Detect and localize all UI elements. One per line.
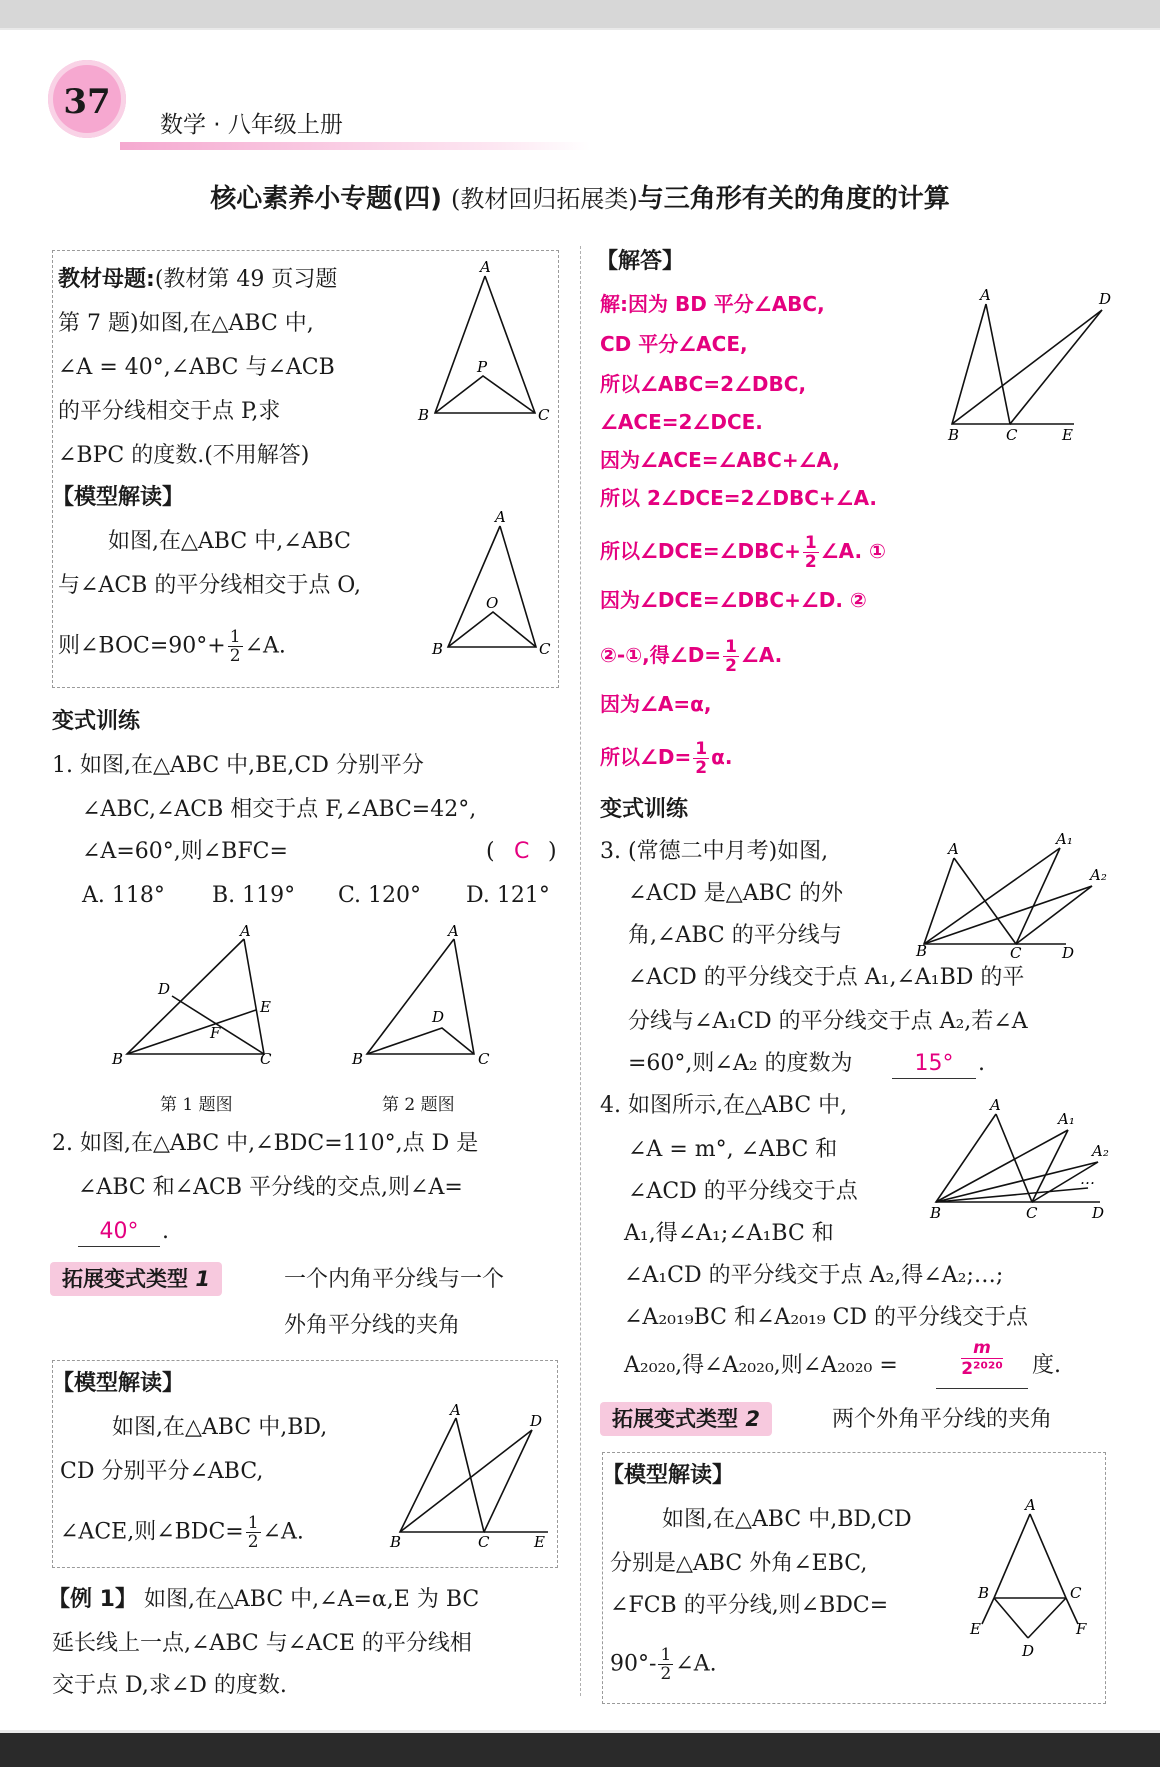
figure-point-label: A [240, 922, 251, 940]
figure-segment [435, 376, 535, 413]
q1-option-b: B. 119° [212, 883, 296, 908]
textbook-line-1: 教材母题:(教材第 49 页习题 [58, 267, 338, 292]
figure-point-label: A [448, 922, 459, 940]
figure-segment [1016, 848, 1060, 944]
title-sub: (教材回归拓展类) [451, 185, 638, 213]
figure-point-label: B [948, 426, 960, 444]
drill2-heading: 变式训练 [600, 797, 689, 822]
figure-point-label: B [432, 640, 444, 658]
figure-segment [952, 310, 1102, 424]
figure-segment [936, 1162, 1098, 1202]
q3-line-1: 3. (常德二中月考)如图, [600, 839, 829, 864]
q4-end: 度. [1032, 1353, 1061, 1378]
q4-line-3: ∠ACD 的平分线交于点 [628, 1179, 858, 1204]
subject-label: 数学 · 八年级上册 [160, 112, 343, 138]
page-number: 37 [63, 82, 111, 122]
figure-p-triangle [410, 258, 560, 428]
solution-line-5: 因为∠ACE=∠ABC+∠A, [600, 448, 840, 472]
figure-segment [994, 1598, 1028, 1638]
figure-segment [367, 939, 474, 1054]
q1-option-c: C. 120° [338, 883, 422, 908]
figure-point-label: E [534, 1533, 545, 1551]
textbook-line-4: 的平分线相交于点 P,求 [58, 399, 281, 424]
model1-heading: 【模型解读】 [52, 485, 185, 510]
solution-line-6: 所以 2∠DCE=2∠DBC+∠A. [600, 486, 878, 510]
fig-label-C: C [538, 406, 550, 424]
figure-point-label: E [1062, 426, 1073, 444]
title-main: 核心素养小专题(四) [210, 184, 442, 214]
figure-point-label: C [260, 1050, 272, 1068]
fraction-one-half: $\frac{1}{2}$ [229, 627, 241, 666]
figure-point-label: D [530, 1412, 543, 1430]
figure-point-label: C [1006, 426, 1018, 444]
solution-line-11: 所以∠D= $\frac{1}{2}$ α. [600, 739, 733, 778]
solution-line-1: 解:因为 BD 平分∠ABC, [600, 292, 825, 316]
q2-end: . [162, 1219, 169, 1244]
figure-segment [127, 939, 264, 1054]
figure-point-label: A [495, 508, 506, 526]
figure-point-label: B [112, 1050, 124, 1068]
figure-point-label: D [1062, 944, 1075, 962]
example1-line-3: 交于点 D,求∠D 的度数. [52, 1673, 287, 1698]
q2-line-1: 2. 如图,在△ABC 中,∠BDC=110°,点 D 是 [52, 1131, 479, 1156]
figure-point-label: C [478, 1050, 490, 1068]
solution-line-3: 所以∠ABC=2∠DBC, [600, 372, 807, 396]
type2-model-line-1: 如图,在△ABC 中,BD,CD [662, 1507, 912, 1532]
bottom-edge [0, 1733, 1160, 1767]
figure-segment [952, 304, 1010, 424]
q1-option-a: A. 118° [82, 883, 165, 908]
figure-point-label: B [978, 1584, 990, 1602]
figure-o-triangle [428, 508, 558, 662]
figure-segment [448, 526, 536, 647]
figure-segment [1016, 886, 1092, 944]
q3-answer: 15° [892, 1050, 976, 1079]
figure-point-label: C [478, 1533, 490, 1551]
q3-line-5: 分线与∠A₁CD 的平分线交于点 A₂,若∠A [628, 1009, 1028, 1034]
figure-segment [994, 1514, 1030, 1598]
fig-label-P: P [477, 358, 488, 376]
model1-line-1: 如图,在△ABC 中,∠ABC [108, 529, 351, 554]
q2-answer: 40° [78, 1218, 160, 1247]
solution-heading: 【解答】 [596, 249, 685, 274]
drill1-heading: 变式训练 [52, 709, 141, 734]
q1-option-d: D. 121° [466, 883, 550, 908]
top-edge [0, 0, 1160, 28]
figure-point-label: C [1070, 1584, 1082, 1602]
type1-title-1: 一个内角平分线与一个 [284, 1267, 505, 1292]
q4-line-6: ∠A₂₀₁₉BC 和∠A₂₀₁₉ CD 的平分线交于点 [624, 1305, 1029, 1330]
page-title [0, 178, 1160, 215]
q1-answer: C [514, 839, 530, 864]
type1-tag: 拓展变式类型 1 [50, 1262, 222, 1296]
figure-point-label: C [1026, 1204, 1038, 1222]
q1-line-1: 1. 如图,在△ABC 中,BE,CD 分别平分 [52, 753, 424, 778]
title-tail: 与三角形有关的角度的计算 [637, 184, 950, 214]
figure-point-label: A₁ [1058, 1110, 1075, 1128]
solution-line-10: 因为∠A=α, [600, 692, 712, 716]
q3-line-6: =60°,则∠A₂ 的度数为 [628, 1051, 853, 1076]
figure-point-label: A [980, 286, 991, 304]
figure-point-label: A₂ [1090, 866, 1107, 884]
q3-line-2: ∠ACD 是△ABC 的外 [628, 881, 843, 906]
figure-point-label: D [1022, 1642, 1035, 1660]
figure-point-label: A₂ [1092, 1142, 1109, 1160]
q4-line-1: 4. 如图所示,在△ABC 中, [600, 1093, 848, 1118]
figure-segment [924, 886, 1092, 944]
fig1-caption: 第 1 题图 [160, 1095, 233, 1115]
textbook-line-5: ∠BPC 的度数.(不用解答) [58, 443, 310, 468]
textbook-line-3: ∠A = 40°,∠ABC 与∠ACB [58, 355, 335, 380]
q1-paren-close: ) [548, 839, 557, 864]
figure-point-label: B [916, 942, 928, 960]
figure-point-label: D [158, 980, 171, 998]
type1-title-2: 外角平分线的夹角 [284, 1313, 461, 1338]
figure-q2 [352, 922, 502, 1068]
q1-line-2: ∠ABC,∠ACB 相交于点 F,∠ABC=42°, [82, 797, 477, 822]
figure-type2 [970, 1498, 1100, 1668]
figure-segment [1028, 1598, 1066, 1638]
figure-point-label: E [970, 1620, 981, 1638]
figure-q1 [112, 922, 282, 1068]
type2-model-line-3: ∠FCB 的平分线,则∠BDC= [610, 1593, 889, 1618]
q4-answer [936, 1338, 1028, 1389]
q2-line-2: ∠ABC 和∠ACB 平分线的交点,则∠A= [78, 1175, 463, 1200]
figure-solution [944, 286, 1114, 446]
q4-line-2: ∠A = m°, ∠ABC 和 [628, 1137, 838, 1162]
q3-line-3: 角,∠ABC 的平分线与 [628, 923, 842, 948]
q4-line-5: ∠A₁CD 的平分线交于点 A₂,得∠A₂;…; [624, 1263, 1004, 1288]
column-divider [580, 246, 581, 1696]
figure-q4 [928, 1096, 1118, 1230]
figure-segment [435, 276, 535, 413]
model1-line-2: 与∠ACB 的平分线相交于点 O, [58, 573, 362, 598]
type1-model-line-1: 如图,在△ABC 中,BD, [112, 1415, 328, 1440]
figure-segment [924, 848, 1060, 944]
figure-point-label: B [352, 1050, 364, 1068]
type2-title: 两个外角平分线的夹角 [832, 1407, 1053, 1432]
figure-segment [484, 1430, 532, 1532]
fig-label-B: B [418, 406, 430, 424]
solution-line-4: ∠ACE=2∠DCE. [600, 410, 763, 434]
q1-line-3: ∠A=60°,则∠BFC= [82, 839, 288, 864]
figure-point-label: A [450, 1401, 461, 1419]
figure-point-label: D [1099, 290, 1112, 308]
q3-end: . [978, 1051, 985, 1076]
type1-model-line-3: ∠ACE,则∠BDC= $\frac{1}{2}$ ∠A. [60, 1513, 304, 1552]
figure-point-label: A [990, 1096, 1001, 1114]
q1-paren-open: ( [486, 839, 495, 864]
header-rule [120, 142, 590, 150]
figure-segment [127, 1010, 256, 1054]
figure-point-label: A [948, 840, 959, 858]
figure-point-label: A [1025, 1496, 1036, 1514]
solution-line-2: CD 平分∠ACE, [600, 332, 748, 356]
figure-segment [1030, 1514, 1066, 1598]
figure-point-label: B [390, 1533, 402, 1551]
example1-line-1: 【例 1】 如图,在△ABC 中,∠A=α,E 为 BC [48, 1587, 480, 1612]
solution-line-9: ②-①,得∠D= $\frac{1}{2}$ ∠A. [600, 637, 783, 676]
figure-point-label: D [432, 1008, 445, 1026]
figure-point-label: A₁ [1056, 830, 1073, 848]
figure-q3 [916, 830, 1116, 962]
fig-label-A: A [480, 258, 491, 276]
fig2-caption: 第 2 题图 [382, 1095, 455, 1115]
figure-point-label: C [1010, 944, 1022, 962]
figure-segment [1010, 310, 1102, 424]
type2-model-heading: 【模型解读】 [602, 1463, 735, 1488]
figure-point-label: O [486, 594, 499, 612]
model1-line-3: 则∠BOC=90°+ $\frac{1}{2}$ ∠A. [58, 627, 286, 666]
figure-segment [400, 1430, 532, 1532]
figure-type1 [388, 1401, 558, 1554]
example1-line-2: 延长线上一点,∠ABC 与∠ACE 的平分线相 [52, 1631, 472, 1656]
figure-segment [924, 858, 1016, 944]
q4-line-4: A₁,得∠A₁;∠A₁BC 和 [624, 1221, 834, 1246]
q4-line-7: A₂₀₂₀,得∠A₂₀₂₀,则∠A₂₀₂₀ = [624, 1353, 898, 1378]
figure-point-label: E [260, 998, 271, 1016]
figure-point-label: D [1092, 1204, 1105, 1222]
type1-model-heading: 【模型解读】 [52, 1371, 185, 1396]
figure-point-label: F [1076, 1620, 1087, 1638]
q4-answer-fraction: $\frac{m}{\text{2²⁰²⁰}}$ [961, 1338, 1003, 1379]
figure-point-label: F [210, 1024, 221, 1042]
q3-line-4: ∠ACD 的平分线交于点 A₁,∠A₁BD 的平 [628, 965, 1025, 990]
type2-model-line-4: 90°- $\frac{1}{2}$ ∠A. [610, 1645, 717, 1684]
type2-model-line-2: 分别是△ABC 外角∠EBC, [610, 1551, 868, 1576]
figure-point-label: … [1080, 1170, 1095, 1188]
type1-model-line-2: CD 分别平分∠ABC, [60, 1459, 264, 1484]
figure-segment [400, 1418, 484, 1532]
figure-point-label: C [539, 640, 551, 658]
solution-line-8: 因为∠DCE=∠DBC+∠D. ② [600, 588, 867, 612]
solution-line-7: 所以∠DCE=∠DBC+ $\frac{1}{2}$ ∠A. ① [600, 533, 886, 572]
type2-tag: 拓展变式类型 2 [600, 1402, 772, 1436]
textbook-line-2: 第 7 题)如图,在△ABC 中, [58, 311, 314, 336]
figure-point-label: B [930, 1204, 942, 1222]
